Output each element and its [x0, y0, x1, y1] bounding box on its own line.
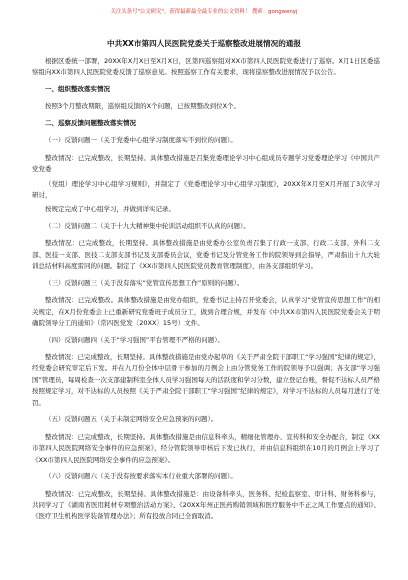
- issue-1-paragraph: （党组）理论学习中心组学习规则》，并制定了《党委理论学习中心组学习制度》，20XX年X月至X月开展了3次学习研讨，: [32, 179, 380, 200]
- issue-6-title: （六）反馈问题六（关于没有按要求落实本行业重大部署的问题）。: [45, 472, 237, 481]
- issue-5-paragraph: 整改情况：已完成整改，长期坚持。具体整改措施是由信息科牵头，精细化管理办、宣传科和安全办配合，制定《XX市第四人民医院网络安全事件的应急预案》，经分管院领导审核后下发已执行，并由信息科组织在10月的月例会上学习了《XX市第四人民医院网络安全事件的应急预案》。: [32, 432, 380, 464]
- issue-3-title: （三）反馈问题三（关于没有落实“党管宣传思想工作”原则的问题）。: [45, 278, 244, 287]
- section1-heading: 一、组织整改落实情况: [45, 85, 110, 93]
- issue-2-paragraph: 整改情况：已完成整改，长期坚持。具体整改措施是由党委办公室负责召集了行政一支部、行政二支部、外科二支部、医技一支部、医技二支部支部书记及支部委员会议，党委书记及分管党务工作的院领导到会指导，严肃指出十九大轮训总结材料高度雷同的问题。制定了《XX市第四人民医院党员教育管理制度》，由各支部组织学习。: [32, 239, 380, 271]
- issue-6-paragraph: 整改情况：已完成整改，长期坚持。具体整改措施是：由设备科牵头，医务科、纪检监察室、审计科、财务科参与，共同学习了《湖南省医用耗材专项整治活动方案》、《20XX年州正医药购销领域和医疗服务中不正之风工作要点的通知》、《医疗卫生机构医学装备管理办法》；所有投放合同已全面取消。: [32, 489, 380, 521]
- issue-2-title: （二）反馈问题二（关于十九大精神集中轮训活动组织不认真的问题）。: [45, 222, 250, 231]
- issue-1-paragraph: 按规定完成了中心组学习，并做到详实记录。: [45, 205, 175, 214]
- issue-1-paragraph: 整改情况：已完成整改，长期坚持。具体整改措施是召集党委理论学习中心组成员专题学习党委理论学习《中国共产党党委: [32, 153, 380, 174]
- header-banner: 关注头条号"公文研究"，获得最新最全最专业的公文资料！ 搜索：gongwenyj: [110, 9, 298, 15]
- issue-5-title: （五）反馈问题五（关于未制定网络安全应急预案的问题）。: [45, 415, 218, 424]
- document-body: [32, 56, 380, 528]
- document-title: 中共XX市第四人民医院党委关于巡察整改进展情况的通报: [107, 39, 301, 48]
- issue-4-title: （四）反馈问题四（关于“学习强国”平台管理不严格的问题）。: [45, 335, 224, 344]
- intro-paragraph: 根据区委统一部署，20XX年X月X日至X月X日，区第四巡察组对XX市第四人民医院党委进行了巡察。X月1日区委巡察组向XX市第四人民医院党委反馈了巡察意见。按照巡察工作有关要求，现将巡察整改进展情况予以公告。: [32, 57, 380, 77]
- issue-3-paragraph: 整改情况：已完成整改。具体整改措施是由党办组织，党委书记主持召开党委会，认真学习“党管宣传思想工作”的相关规定，在X月份党委会上已重新研究党委班子成员分工，做到合理合规，并发布《中共XX市第四人民医院党委会关于明确院领导分工的通知》（常四医党发〔20XX〕15号）文件。: [32, 296, 380, 328]
- section2-heading: 二、巡察反馈问题整改落实情况: [45, 119, 136, 127]
- issue-4-paragraph: 整改情况：已完成整改，长期坚持。具体整改措施是由党办起草的《关于严肃全院干部职工“学习强国”纪律的规定》，经党委会研究审定后下发。并在九月份全体中层骨干参加的月例会上由分管党务工作的院领导予以强调；各支部“学习强国”管理员，每周检查一次支部建制科室全体人员学习强国每天的活跃度和学习分数，建立登记台账，督促不达标人员严格按照规定学习，对不达标的人员按照《关于严肃全院干部职工“学习强国”纪律的规定》，对学习不达标的人员每月进行了处罚。: [32, 353, 380, 407]
- section1-text: 按照3个月整改期限，巡察组反馈的X个问题，已按期整改到位X个。: [45, 102, 241, 111]
- issue-1-title: （一）反馈问题一（关于党委中心组学习制度落实不到位的问题）。: [45, 136, 237, 145]
